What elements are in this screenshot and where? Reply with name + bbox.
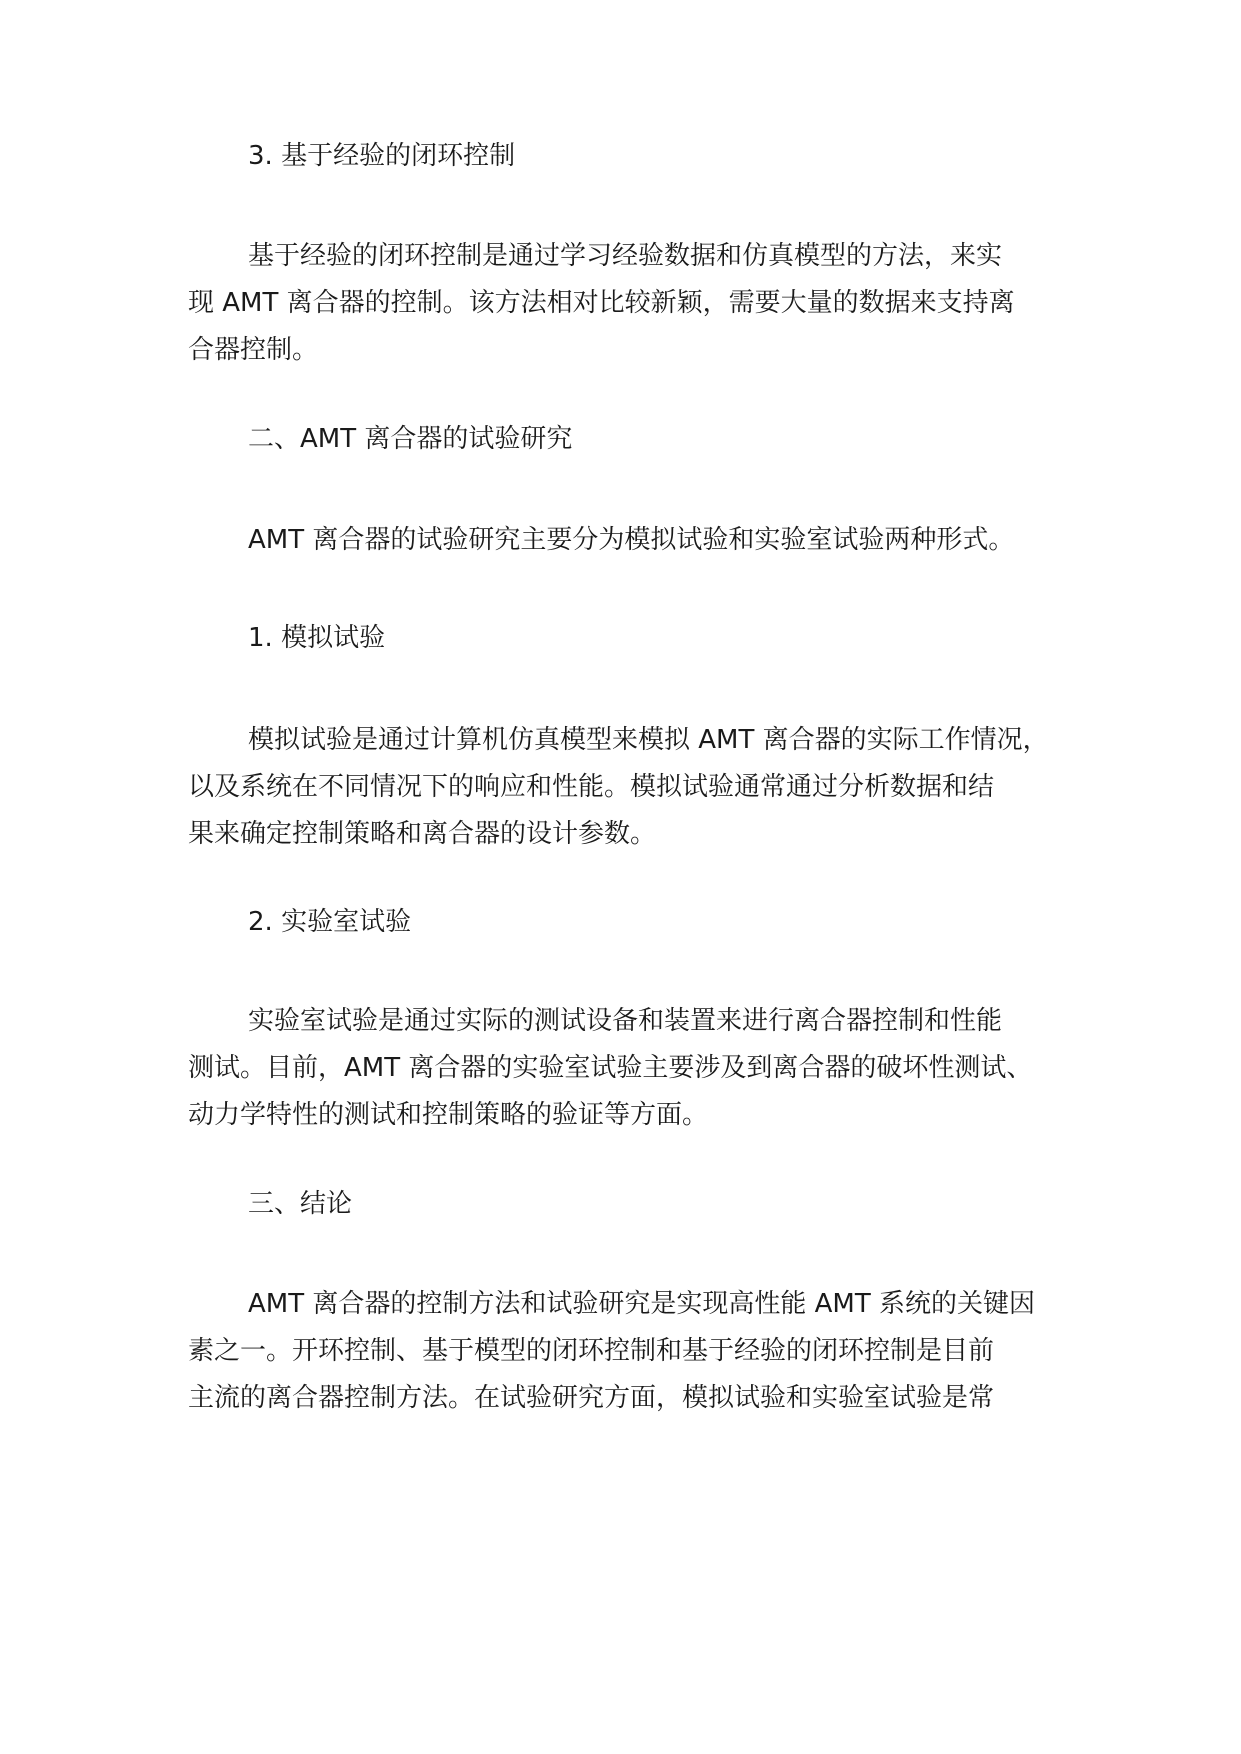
heading-line: 三、结论 xyxy=(248,1189,353,1219)
heading-line: 2. 实验室试验 xyxy=(248,907,412,937)
section-heading-amt-test-research xyxy=(188,416,1093,463)
paragraph-line: 以及系统在不同情况下的响应和性能。模拟试验通常通过分析数据和结 xyxy=(188,772,995,802)
paragraph-line: 模拟试验是通过计算机仿真模型来模拟 AMT 离合器的实际工作情况， xyxy=(248,725,1049,755)
section-heading-simulation-test xyxy=(188,615,1093,662)
paragraph-line: 素之一。开环控制、基于模型的闭环控制和基于经验的闭环控制是目前 xyxy=(188,1336,995,1366)
paragraph-line: 现 AMT 离合器的控制。该方法相对比较新颖，需要大量的数据来支持离 xyxy=(188,288,1015,318)
section-heading-experience-closed-loop xyxy=(188,133,1093,180)
paragraph-line: 动力学特性的测试和控制策略的验证等方面。 xyxy=(188,1100,709,1130)
paragraph-line: AMT 离合器的试验研究主要分为模拟试验和实验室试验两种形式。 xyxy=(248,525,1015,555)
paragraph-test-intro xyxy=(188,517,1093,564)
paragraph-line: AMT 离合器的控制方法和试验研究是实现高性能 AMT 系统的关键因 xyxy=(248,1289,1035,1319)
paragraph-line: 合器控制。 xyxy=(188,335,319,365)
heading-line: 3. 基于经验的闭环控制 xyxy=(248,141,516,171)
paragraph-line: 果来确定控制策略和离合器的设计参数。 xyxy=(188,819,657,849)
paragraph-line: 测试。目前，AMT 离合器的实验室试验主要涉及到离合器的破坏性测试、 xyxy=(188,1053,1033,1083)
section-heading-conclusion xyxy=(188,1181,1093,1228)
paragraph-simulation-test xyxy=(188,717,1093,858)
paragraph-conclusion xyxy=(188,1281,1093,1422)
paragraph-experience-closed-loop xyxy=(188,233,1093,374)
paragraph-line: 基于经验的闭环控制是通过学习经验数据和仿真模型的方法，来实 xyxy=(248,241,1003,271)
heading-line: 1. 模拟试验 xyxy=(248,623,386,653)
paragraph-line: 主流的离合器控制方法。在试验研究方面，模拟试验和实验室试验是常 xyxy=(188,1383,995,1413)
heading-line: 二、AMT 离合器的试验研究 xyxy=(248,424,573,454)
section-heading-lab-test xyxy=(188,899,1093,946)
paragraph-lab-test xyxy=(188,998,1093,1139)
paragraph-line: 实验室试验是通过实际的测试设备和装置来进行离合器控制和性能 xyxy=(248,1006,1003,1036)
